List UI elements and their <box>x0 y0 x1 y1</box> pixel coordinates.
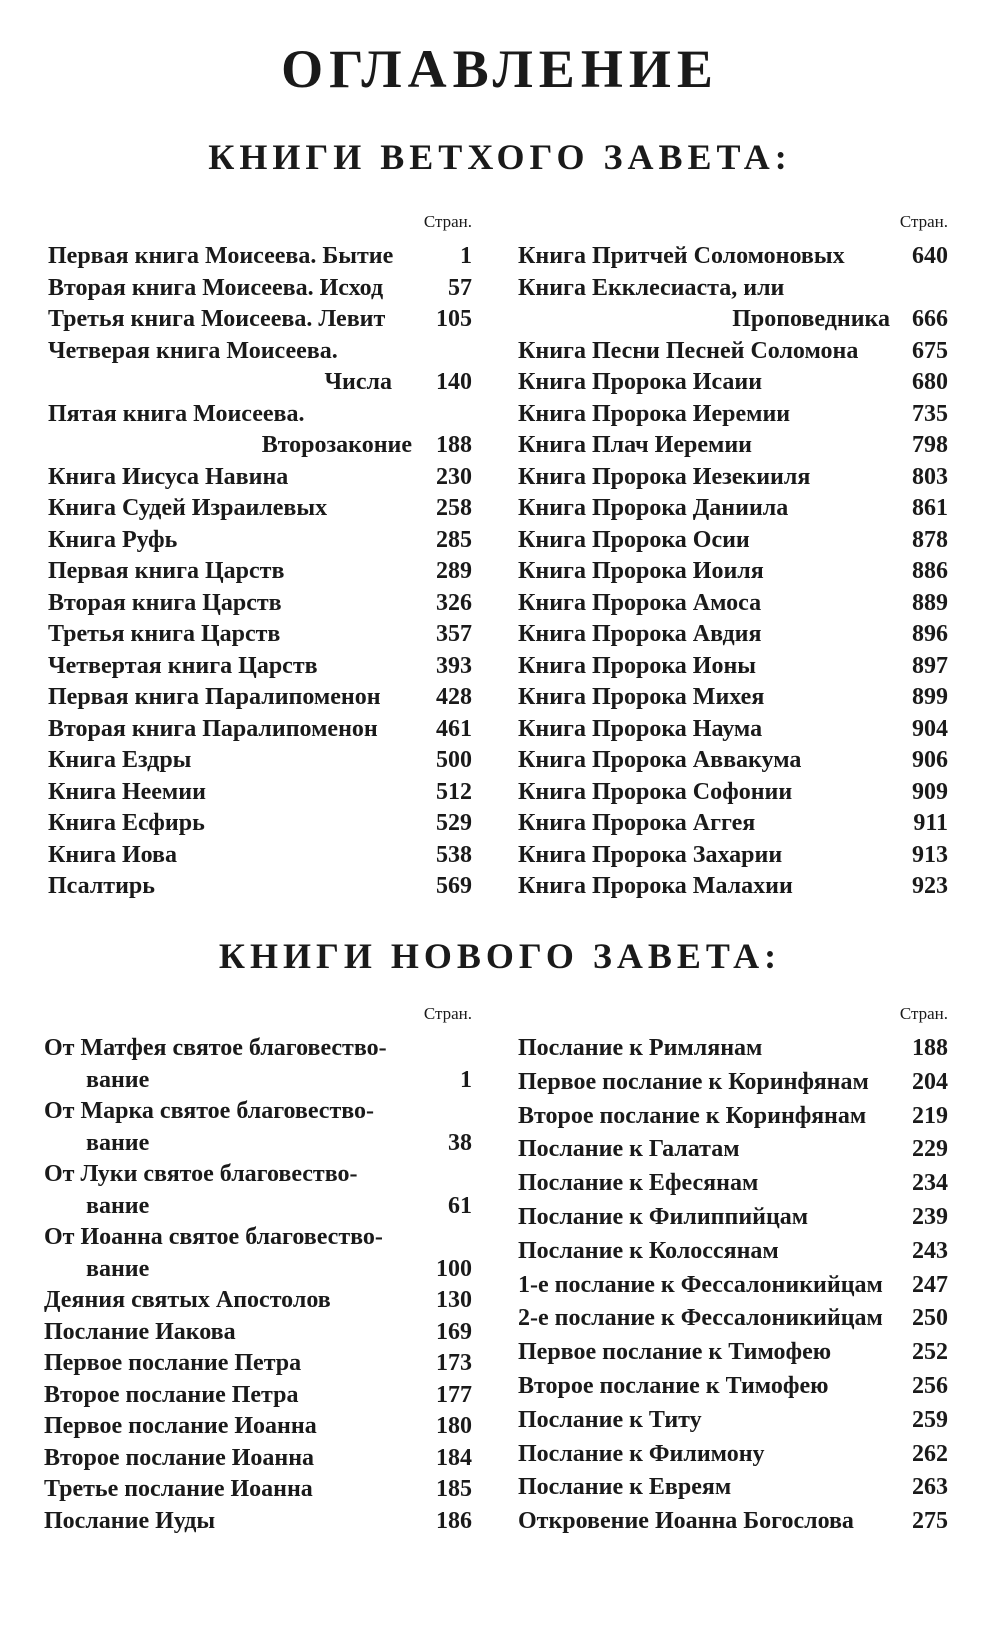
toc-entry-page: 897 <box>912 652 948 679</box>
toc-entry-page: 675 <box>912 337 948 364</box>
toc-entry-page: 798 <box>912 432 948 458</box>
toc-entry-title: Книга Руфь <box>48 526 178 553</box>
toc-entry-title: Откровение Иоанна Богослова <box>518 1508 854 1535</box>
ot-left-column <box>48 241 472 903</box>
toc-entry-title: Третье послание Иоанна <box>44 1476 313 1502</box>
toc-entry-title: Четверая книга Моисеева. <box>48 337 338 364</box>
toc-entry-title: Книга Пророка Иезекииля <box>518 463 811 490</box>
toc-entry <box>518 1201 948 1235</box>
toc-entry-page: 889 <box>912 589 948 616</box>
toc-entry <box>48 808 472 840</box>
toc-entry <box>518 1404 948 1438</box>
toc-entry <box>518 556 948 588</box>
toc-entry-title: Первая книга Моисеева. Бытие <box>48 243 394 269</box>
toc-entry-page: 512 <box>436 778 472 805</box>
toc-entry <box>518 1066 948 1100</box>
toc-entry <box>48 525 472 557</box>
toc-entry-page: 173 <box>436 1350 472 1376</box>
toc-entry <box>518 1032 948 1066</box>
toc-entry-page: 169 <box>436 1318 472 1345</box>
toc-entry <box>48 399 472 431</box>
toc-entry-page: 204 <box>912 1068 948 1095</box>
toc-entry-page: 393 <box>436 652 472 679</box>
toc-entry-title: Деяния святых Апостолов <box>44 1287 331 1313</box>
toc-entry <box>518 525 948 557</box>
toc-entry <box>48 493 472 525</box>
toc-entry-page: 569 <box>436 873 472 899</box>
ot-right-page-label: Стран. <box>899 212 948 231</box>
toc-entry-page: 538 <box>436 841 472 868</box>
toc-entry-page: 177 <box>436 1381 472 1408</box>
toc-entry-title: Книга Иисуса Навина <box>48 463 289 490</box>
toc-entry-title: Пятая книга Моисеева. <box>48 400 305 427</box>
toc-entry-page: 188 <box>912 1035 948 1061</box>
toc-entry-page: 259 <box>912 1406 948 1433</box>
toc-entry <box>518 367 948 399</box>
toc-entry-title: Книга Плач Иеремии <box>518 432 752 458</box>
toc-entry-title: Книга Притчей Соломоновых <box>518 243 845 269</box>
toc-entry <box>518 430 948 462</box>
toc-entry-page: 461 <box>436 715 472 742</box>
toc-entry-title: Книга Ездры <box>48 747 192 773</box>
toc-entry <box>44 1191 472 1223</box>
toc-entry-page: 878 <box>912 526 948 553</box>
toc-entry-title: Третья книга Моисеева. Левит <box>48 306 386 332</box>
toc-entry-page: 38 <box>448 1129 472 1156</box>
toc-entry-title: Второе послание Петра <box>44 1381 299 1408</box>
toc-entry-title: От Иоанна святое благовество- <box>44 1224 383 1250</box>
toc-entry-title: Послание к Филиппийцам <box>518 1203 809 1230</box>
toc-entry <box>48 777 472 809</box>
toc-entry-page: 229 <box>912 1136 948 1163</box>
toc-entry <box>518 588 948 620</box>
toc-entry-page: 803 <box>912 463 948 490</box>
toc-entry-page: 57 <box>448 274 472 301</box>
toc-entry-title: Книга Пророка Даниила <box>518 495 789 521</box>
toc-entry-title: Книга Неемии <box>48 778 206 805</box>
toc-entry-page: 219 <box>912 1102 948 1129</box>
toc-entry-title: Второе послание к Тимофею <box>518 1372 829 1399</box>
toc-entry <box>518 1302 948 1336</box>
toc-entry <box>44 1254 472 1286</box>
page-title: ОГЛАВЛЕНИЕ <box>281 39 719 99</box>
toc-entry-title: От Луки святое благовество- <box>44 1161 358 1187</box>
toc-entry-title: Книга Пророка Иоиля <box>518 558 764 584</box>
toc-entry-page: 640 <box>912 243 948 269</box>
toc-entry-page: 105 <box>436 306 472 332</box>
toc-entry-title: вание <box>86 1255 150 1282</box>
toc-entry <box>518 1133 948 1167</box>
toc-entry-title: Второзаконие <box>261 432 412 458</box>
toc-entry <box>518 273 948 305</box>
toc-entry <box>44 1348 472 1380</box>
toc-entry-page: 185 <box>436 1476 472 1502</box>
toc-entry-title: Послание к Римлянам <box>518 1035 763 1061</box>
toc-entry-title: Книга Иова <box>48 841 177 868</box>
toc-entry <box>518 1269 948 1303</box>
toc-entry-title: Книга Пророка Исаии <box>518 369 763 395</box>
toc-entry <box>518 808 948 840</box>
nt-left-page-label: Стран. <box>423 1004 472 1023</box>
toc-entry-page: 256 <box>912 1372 948 1399</box>
toc-entry-title: Книга Пророка Михея <box>518 684 765 710</box>
toc-entry-page: 140 <box>436 369 472 395</box>
toc-entry-title: Псалтирь <box>48 873 155 899</box>
toc-entry-title: Книга Пророка Осии <box>518 526 750 553</box>
toc-entry-title: От Матфея святое благовество- <box>44 1035 387 1061</box>
toc-entry <box>48 336 472 368</box>
nt-left-column <box>44 1033 472 1537</box>
toc-entry-page: 184 <box>436 1444 472 1471</box>
toc-entry-page: 1 <box>460 1066 472 1093</box>
toc-entry <box>48 588 472 620</box>
toc-entry <box>48 682 472 714</box>
toc-entry-title: Книга Песни Песней Соломона <box>518 337 859 364</box>
toc-entry <box>44 1222 472 1254</box>
toc-entry-page: 913 <box>912 841 948 868</box>
toc-entry-page: 735 <box>912 400 948 427</box>
toc-entry-title: вание <box>86 1192 150 1219</box>
toc-entry <box>44 1380 472 1412</box>
toc-entry-page: 326 <box>436 589 472 616</box>
toc-entry-page: 1 <box>460 243 472 269</box>
toc-entry <box>44 1033 472 1065</box>
toc-entry-title: Проповедника <box>732 306 890 332</box>
toc-entry <box>48 651 472 683</box>
old-testament-heading: КНИГИ ВЕТХОГО ЗАВЕТА: <box>208 137 792 177</box>
toc-entry-title: Первое послание к Тимофею <box>518 1339 832 1366</box>
toc-entry <box>518 1336 948 1370</box>
nt-right-page-label: Стран. <box>899 1004 948 1023</box>
toc-entry-page: 180 <box>436 1413 472 1439</box>
toc-entry-title: Первое послание к Коринфянам <box>518 1068 869 1095</box>
toc-entry-page: 250 <box>912 1305 948 1332</box>
toc-entry <box>518 304 948 336</box>
toc-entry-title: Книга Пророка Амоса <box>518 589 762 616</box>
toc-entry-title: Первое послание Иоанна <box>44 1413 317 1439</box>
toc-entry-title: Числа <box>324 369 392 395</box>
toc-entry-page: 61 <box>448 1192 472 1219</box>
toc-entry-page: 911 <box>913 810 948 836</box>
toc-entry <box>48 367 472 399</box>
toc-entry-page: 357 <box>436 621 472 647</box>
toc-entry-page: 243 <box>912 1237 948 1264</box>
toc-entry-title: 2-е послание к Фессалоникийцам <box>518 1305 883 1332</box>
toc-entry-title: Третья книга Царств <box>48 621 281 647</box>
toc-entry <box>48 273 472 305</box>
toc-entry-page: 428 <box>436 684 472 710</box>
toc-entry-title: Первое послание Петра <box>44 1350 302 1376</box>
toc-entry-page: 263 <box>912 1474 948 1501</box>
toc-entry-title: Первая книга Паралипоменон <box>48 684 381 710</box>
toc-entry-title: Послание к Евреям <box>518 1474 732 1501</box>
toc-entry-title: Послание Иакова <box>44 1318 236 1345</box>
toc-entry-title: Вторая книга Моисеева. Исход <box>48 274 384 301</box>
toc-entry <box>518 1235 948 1269</box>
toc-entry <box>44 1317 472 1349</box>
toc-entry-title: Первая книга Царств <box>48 558 285 584</box>
toc-entry-page: 289 <box>436 558 472 584</box>
toc-entry <box>48 430 472 462</box>
toc-entry-page: 234 <box>912 1170 948 1197</box>
toc-entry-page: 861 <box>912 495 948 521</box>
toc-entry-title: Книга Пророка Захарии <box>518 841 783 868</box>
toc-entry-title: Книга Пророка Авдия <box>518 621 762 647</box>
toc-entry-title: От Марка святое благовество- <box>44 1098 375 1124</box>
toc-entry-page: 188 <box>436 432 472 458</box>
toc-entry-title: Послание к Титу <box>518 1406 702 1433</box>
toc-entry-title: Книга Пророка Наума <box>518 715 763 742</box>
toc-entry-title: Послание Иуды <box>44 1507 216 1534</box>
toc-entry-page: 500 <box>436 747 472 773</box>
ot-left-page-label: Стран. <box>423 212 472 231</box>
toc-entry-title: Книга Пророка Иеремии <box>518 400 791 427</box>
toc-entry-page: 252 <box>912 1339 948 1366</box>
toc-entry <box>518 871 948 903</box>
toc-entry <box>518 651 948 683</box>
toc-entry <box>44 1506 472 1538</box>
toc-entry-title: Послание к Галатам <box>518 1136 740 1163</box>
toc-entry <box>518 1438 948 1472</box>
toc-entry <box>48 556 472 588</box>
toc-entry <box>48 840 472 872</box>
toc-entry <box>518 1100 948 1134</box>
toc-entry <box>44 1411 472 1443</box>
toc-entry <box>44 1128 472 1160</box>
toc-entry-page: 275 <box>912 1508 948 1535</box>
toc-entry-page: 909 <box>912 778 948 805</box>
toc-entry-title: Книга Пророка Софонии <box>518 778 793 805</box>
toc-entry-title: Книга Пророка Ионы <box>518 652 757 679</box>
toc-entry <box>518 777 948 809</box>
toc-entry <box>48 241 472 273</box>
toc-entry-page: 230 <box>436 463 472 490</box>
toc-entry <box>518 399 948 431</box>
toc-entry-page: 904 <box>912 715 948 742</box>
toc-entry <box>44 1065 472 1097</box>
toc-entry-page: 896 <box>912 621 948 647</box>
toc-entry <box>518 682 948 714</box>
toc-entry <box>48 619 472 651</box>
toc-entry-title: Книга Екклесиаста, или <box>518 274 785 301</box>
toc-entry-title: 1-е послание к Фессалоникийцам <box>518 1271 883 1298</box>
toc-entry <box>48 745 472 777</box>
toc-entry-page: 100 <box>436 1255 472 1282</box>
toc-entry-page: 906 <box>912 747 948 773</box>
toc-entry <box>48 304 472 336</box>
toc-entry-page: 262 <box>912 1440 948 1467</box>
toc-entry <box>518 493 948 525</box>
new-testament-heading: КНИГИ НОВОГО ЗАВЕТА: <box>218 936 782 976</box>
toc-entry-title: Послание к Колоссянам <box>518 1237 779 1264</box>
toc-entry <box>44 1096 472 1128</box>
toc-entry <box>518 1471 948 1505</box>
toc-entry-title: Книга Есфирь <box>48 810 205 836</box>
toc-entry-title: Вторая книга Паралипоменон <box>48 715 378 742</box>
toc-entry <box>48 714 472 746</box>
toc-entry <box>518 1167 948 1201</box>
toc-entry <box>44 1159 472 1191</box>
toc-entry-title: Послание к Ефесянам <box>518 1170 759 1197</box>
toc-entry <box>518 336 948 368</box>
toc-entry-title: Книга Пророка Малахии <box>518 873 793 899</box>
toc-entry <box>44 1443 472 1475</box>
toc-entry-page: 285 <box>436 526 472 553</box>
toc-entry-page: 899 <box>912 684 948 710</box>
toc-entry <box>518 241 948 273</box>
toc-entry-title: Книга Пророка Аввакума <box>518 747 802 773</box>
toc-entry-page: 258 <box>436 495 472 521</box>
toc-entry-title: вание <box>86 1129 150 1156</box>
toc-entry-page: 886 <box>912 558 948 584</box>
ot-right-column <box>518 241 948 903</box>
toc-entry <box>518 714 948 746</box>
toc-entry-title: Вторая книга Царств <box>48 589 282 616</box>
toc-entry-page: 247 <box>912 1271 948 1298</box>
toc-entry-page: 130 <box>436 1287 472 1313</box>
toc-entry-page: 186 <box>436 1507 472 1534</box>
toc-entry <box>48 871 472 903</box>
nt-right-column <box>518 1032 948 1539</box>
toc-entry <box>518 1370 948 1404</box>
toc-entry-page: 666 <box>912 306 948 332</box>
toc-entry-title: Второе послание к Коринфянам <box>518 1102 867 1129</box>
toc-entry <box>518 745 948 777</box>
toc-entry-page: 239 <box>912 1203 948 1230</box>
toc-entry-title: вание <box>86 1066 150 1093</box>
toc-entry <box>518 619 948 651</box>
toc-entry-page: 529 <box>436 810 472 836</box>
toc-entry-title: Книга Судей Израилевых <box>48 495 328 521</box>
toc-entry <box>518 462 948 494</box>
toc-entry <box>518 840 948 872</box>
toc-entry-page: 680 <box>912 369 948 395</box>
toc-entry-title: Второе послание Иоанна <box>44 1444 315 1471</box>
toc-entry <box>44 1285 472 1317</box>
toc-entry <box>518 1505 948 1539</box>
toc-entry-page: 923 <box>912 873 948 899</box>
toc-entry-title: Четвертая книга Царств <box>48 652 318 679</box>
toc-entry <box>48 462 472 494</box>
toc-entry-title: Послание к Филимону <box>518 1440 765 1467</box>
toc-entry <box>44 1474 472 1506</box>
toc-entry-title: Книга Пророка Аггея <box>518 810 756 836</box>
